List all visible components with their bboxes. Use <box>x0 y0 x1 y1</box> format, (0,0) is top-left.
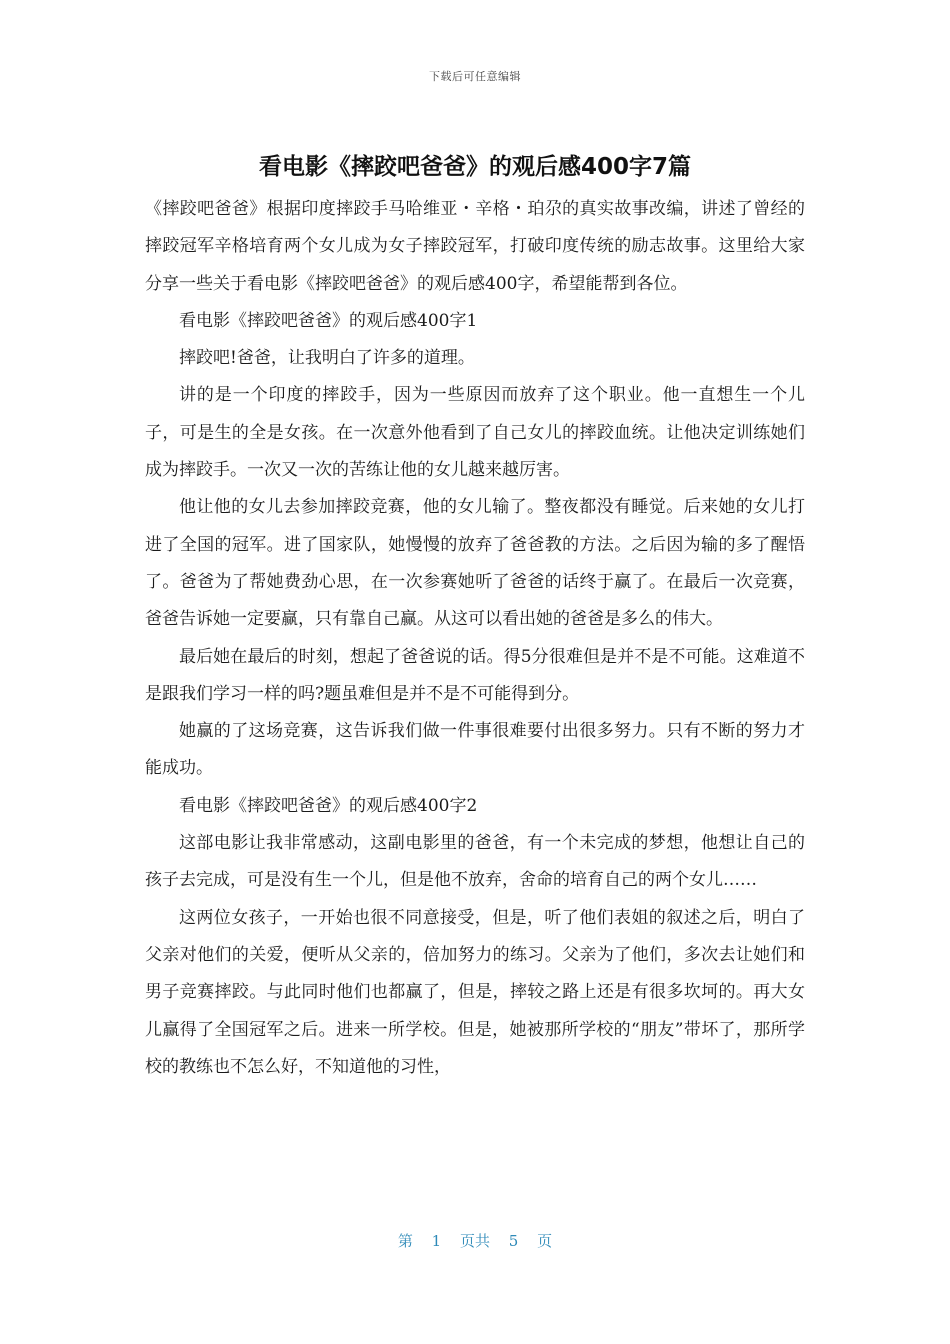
body-paragraph: 最后她在最后的时刻，想起了爸爸说的话。得5分很难但是并不是不可能。这难道不是跟我们学习一样的吗?题虽难但是并不是不可能得到分。 <box>145 646 805 704</box>
document-title: 看电影《摔跤吧爸爸》的观后感400字7篇 <box>258 154 691 180</box>
section-heading-2: 看电影《摔跤吧爸爸》的观后感400字2 <box>179 795 478 816</box>
body-paragraph: 他让他的女儿去参加摔跤竞赛，他的女儿输了。整夜都没有睡觉。后来她的女儿打进了全国的冠军。进了国家队，她慢慢的放弃了爸爸教的方法。之后因为输的多了醒悟了。爸爸为了帮她费劲心思，在一次参赛她听了爸爸的话终于赢了。在最后一次竞赛，爸爸告诉她一定要赢，只有靠自己赢。从这可以看出她的爸爸是多么的伟大。 <box>145 497 805 630</box>
footer-current-page: 1 <box>431 1232 442 1250</box>
body-paragraph: 讲的是一个印度的摔跤手，因为一些原因而放弃了这个职业。他一直想生一个儿子，可是生的全是女孩。在一次意外他看到了自己女儿的摔跤血统。让他决定训练她们成为摔跤手。一次又一次的苦练让他的女儿越来越厉害。 <box>145 385 805 481</box>
section-heading-1: 看电影《摔跤吧爸爸》的观后感400字1 <box>179 310 478 331</box>
footer-label-end: 页 <box>537 1232 553 1250</box>
body-paragraph: 这两位女孩子，一开始也很不同意接受，但是，听了他们表姐的叙述之后，明白了父亲对他们的关爱，便听从父亲的，倍加努力的练习。父亲为了他们，多次去让她们和男子竞赛摔跤。与此同时他们也都赢了，但是，摔较之路上还是有很多坎坷的。再大女儿赢得了全国冠军之后。进来一所学校。但是，她被那所学校的“朋友”带坏了，那所学校的教练也不怎么好，不知道他的习性， <box>145 907 805 1077</box>
footer-total-pages: 5 <box>508 1232 519 1250</box>
page-footer <box>0 1230 950 1251</box>
page-header-note: 下载后可任意编辑 <box>429 70 521 83</box>
footer-label-of: 页共 <box>459 1232 490 1250</box>
body-paragraph: 这部电影让我非常感动，这副电影里的爸爸，有一个未完成的梦想，他想让自己的孩子去完成，可是没有生一个儿，但是他不放弃，舍命的培育自己的两个女儿…… <box>145 833 805 891</box>
body-paragraph: 她赢的了这场竞赛，这告诉我们做一件事很难要付出很多努力。只有不断的努力才能成功。 <box>145 721 805 779</box>
footer-label-page: 第 <box>397 1232 413 1250</box>
document-body <box>145 191 805 1086</box>
intro-paragraph: 《摔跤吧爸爸》根据印度摔跤手马哈维亚・辛格・珀尕的真实故事改编，讲述了曾经的摔跤冠军辛格培育两个女儿成为女子摔跤冠军，打破印度传统的励志故事。这里给大家分享一些关于看电影《摔跤吧爸爸》的观后感400字，希望能帮到各位。 <box>145 199 805 294</box>
body-paragraph: 摔跤吧!爸爸，让我明白了许多的道理。 <box>179 348 475 369</box>
